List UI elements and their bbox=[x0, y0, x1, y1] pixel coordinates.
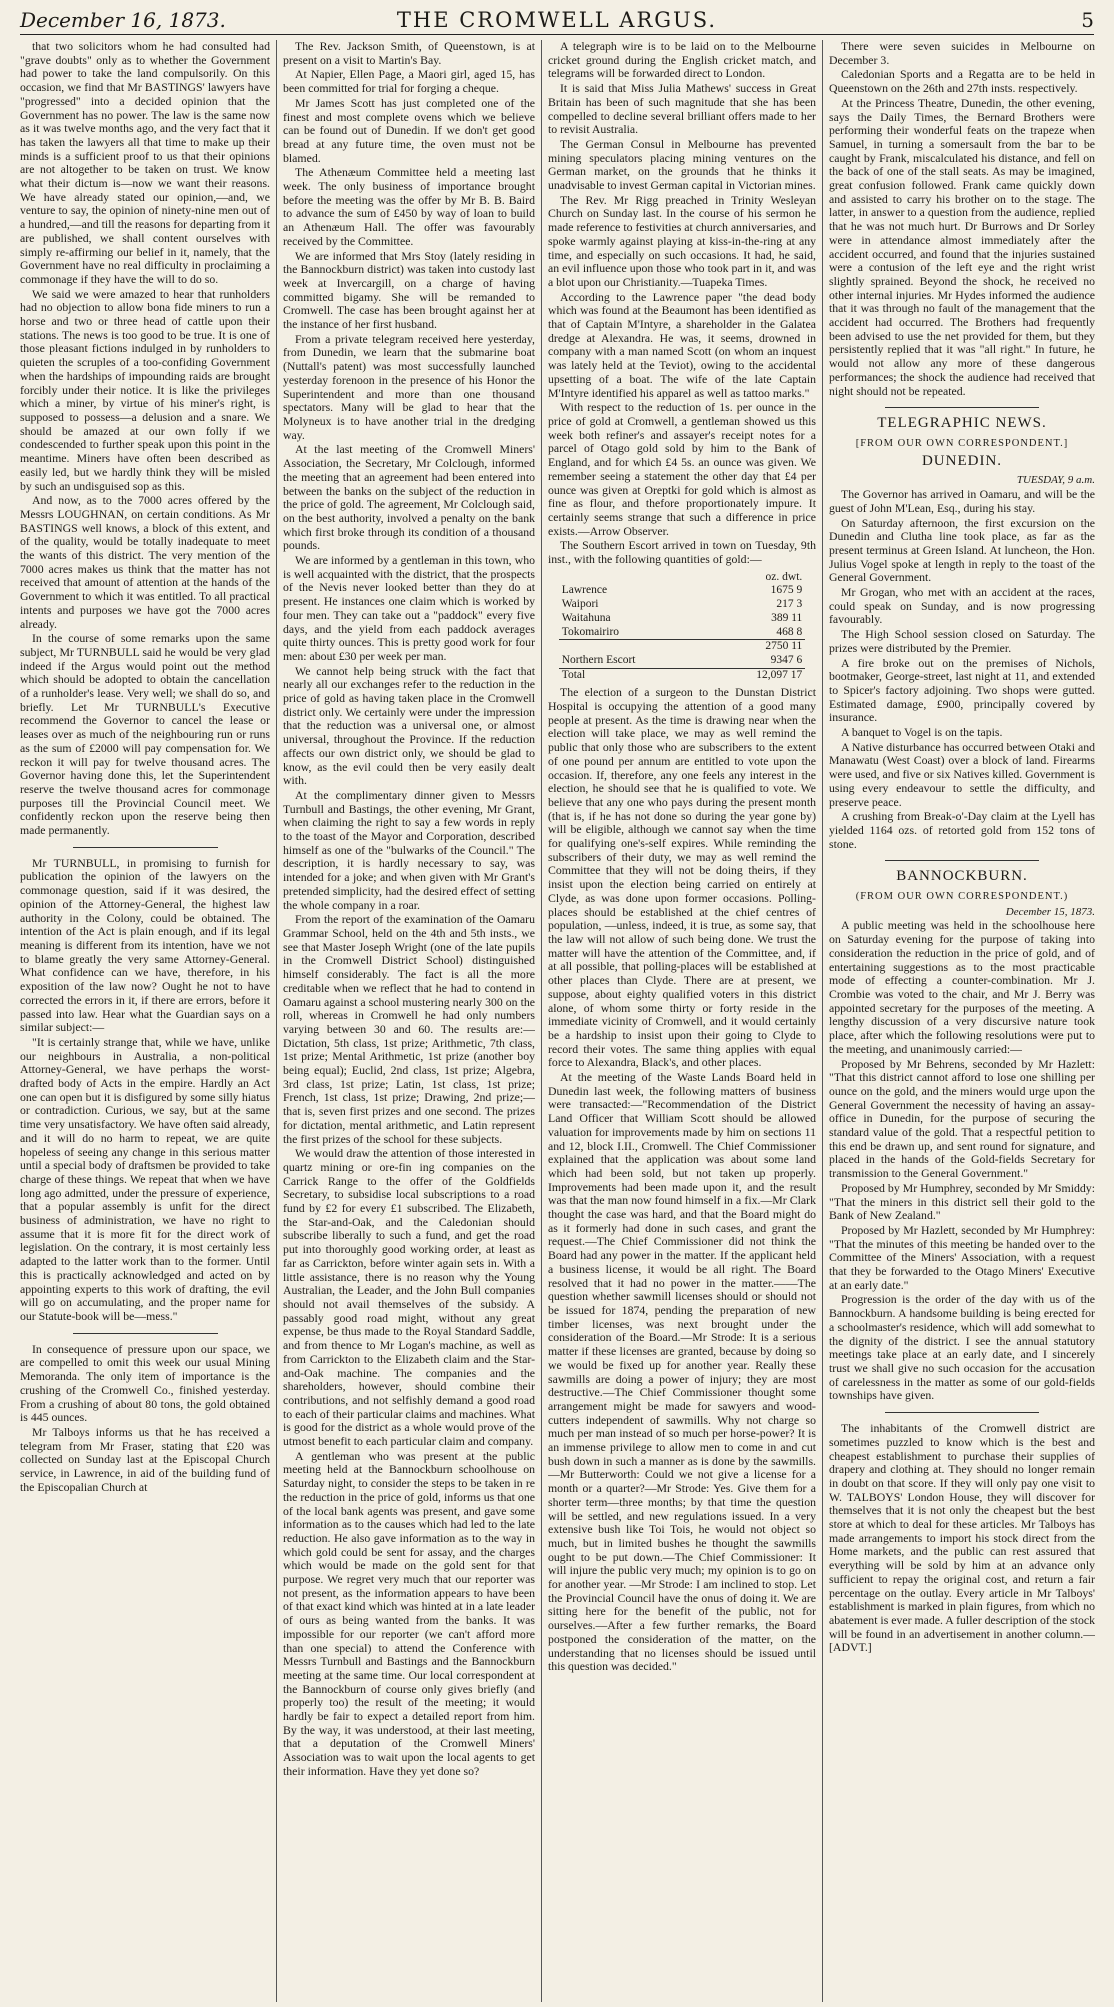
row-label: Waitahuna bbox=[561, 611, 611, 624]
dunedin-heading: DUNEDIN. bbox=[921, 452, 1003, 469]
row-label: Waipori bbox=[561, 598, 599, 611]
article-paragraph: Mr TURNBULL, in promising to furnish for publication the opinion of the lawyers on the commonage question, said if it was desired, the opinion of the Attorney-General, the highest law authority in the Colony, could be obtained. The intention of the Act is plain enough, and if its legal meaning is different from its intention, have we not to blame greatly the very same Attorney-General. What confidence can we have, therefore, in his exposition of the law now? Ought he not to have corrected the errors in it, if there are errors, before it passed into law. Hear what the Guardian says on a similar subject:— bbox=[20, 855, 270, 1035]
report-paragraph: Progression is the order of the day with us of the Bannockburn. A handsome building is being erected for a schoolmaster's residence, which will add somewhat to the dignity of the district. I see the annual statutory meetings take place at an early date, and I sincerely trust we shall give no such occasion for the accusation of carelessness in the matter as some of our gold-fields townships have given. bbox=[829, 1292, 1095, 1403]
article-paragraph: that two solicitors whom he had consulted had "grave doubts" only as to whether the Government had power to take the land compulsorily. On this occasion, we find that Mr BASTINGS' lawyers have "progressed" into a decided opinion that the Government has no power. The law is the same now as it was twelve months ago, and the very fact that it has taken the lawyers all that time to make up their minds is a sufficient proof to us that their opinions are not altogether to be taken on trust. We know what their dictum is—now we want their reasons. We have already stated our opinion,—and, we venture to say, the opinion of ninety-nine men out of a hundred,—and till the reasons for departing from it are published, we shall content ourselves with simply re-affirming our belief in it, namely, that the Government have no real difficulty in proclaiming a commonage if they have the will to do so. bbox=[20, 40, 270, 286]
issue-date: December 16, 1873. bbox=[20, 8, 226, 32]
telegram-item: The High School session closed on Saturday. The prizes were distributed by the Premier. bbox=[829, 627, 1095, 655]
column-rule bbox=[822, 40, 823, 2002]
table-total-row bbox=[559, 668, 806, 682]
telegram-item: A Native disturbance has occurred between Otaki and Manawatu (West Coast) over a block of land. Firearms were used, and five or six Natives killed. Government is using every endeavour to settle the difficulty, and preserve peace. bbox=[829, 739, 1095, 809]
table-row bbox=[559, 612, 806, 626]
news-item: At Napier, Ellen Page, a Maori girl, aged 15, has been committed for trial for forging a cheque. bbox=[283, 67, 535, 96]
report-paragraph: Proposed by Mr Hazlett, seconded by Mr Humphrey: "That the minutes of this meeting be handed over to the Committee of the Miners' Association, with a request that they be forwarded to the Otago Miners' Executive at an early date." bbox=[829, 1222, 1095, 1292]
row-value: 389 11 bbox=[771, 611, 803, 624]
newspaper-title: THE CROMWELL ARGUS. bbox=[396, 8, 718, 32]
article-paragraph: In the course of some remarks upon the same subject, Mr TURNBULL said he would be very glad indeed if the Argus would point out the method which should be adopted to obtain the cancellation of a runholder's lease. Very well; we shall do so, and briefly. Let Mr TURNBULL's Executive recommend the Governor to cancel the lease or leases over as much of the neighbouring run or runs as the sum of £2000 will pay compensation for. We reckon it will pay for twelve thousand acres. The Governor having done this, let the Superintendent reserve the twelve thousand acres for commonage purposes till the Provincial Council meet. We confidently reckon upon the reserve being then made permanently. bbox=[20, 631, 270, 838]
telegraphic-news-heading: TELEGRAPHIC NEWS. bbox=[877, 415, 1047, 432]
column-3 bbox=[548, 40, 816, 2002]
row-value: 468 8 bbox=[776, 625, 803, 638]
row-value: 217 3 bbox=[776, 598, 803, 611]
news-item: The Rev. Mr Rigg preached in Trinity Wesleyan Church on Sunday last. In the course of his sermon he made reference to festivities at church anniversaries, and spoke warmly against playing at kiss-in-the-ring at any time, and especially on such occasions. It had, he said, an evil influence upon those who took part in it, and was a blot upon our Christianity.—Tuapeka Times. bbox=[548, 192, 816, 289]
article-paragraph: Mr Talboys informs us that he has received a telegram from Mr Fraser, stating that £20 was collected on Sunday last at the Episcopal Church service, in Lawrence, in aid of the building fund of the Episcopalian Church at bbox=[20, 1424, 270, 1494]
news-item: The Southern Escort arrived in town on Tuesday, 9th inst., with the following quantities of gold:— bbox=[548, 538, 816, 567]
total-label: Total bbox=[559, 668, 708, 682]
section-divider bbox=[885, 1412, 1039, 1413]
news-item: The Rev. Jackson Smith, of Queenstown, is at present on a visit to Martin's Bay. bbox=[283, 40, 535, 67]
report-paragraph: A public meeting was held in the schoolhouse here on Saturday evening for the purpose of taking into consideration the reduction in the price of gold, and of entertaining suggestions as to the most practicable mode of effecting a counter-combination. Mr J. Crombie was voted to the chair, and Mr J. Berry was appointed secretary for the purposes of the meeting. A lengthy discussion of a very discursive nature took place, after which the following resolutions were put to the meeting, and unanimously carried:— bbox=[829, 918, 1095, 1056]
column-rule bbox=[541, 40, 542, 2002]
telegram-item: On Saturday afternoon, the first excursion on the Dunedin and Clutha line took place, as far as the present terminus at Green Island. At luncheon, the Hon. Julius Vogel spoke at length in reply to the toast of the General Government. bbox=[829, 515, 1095, 585]
news-item: There were seven suicides in Melbourne on December 3. bbox=[829, 40, 1095, 67]
news-item: We are informed by a gentleman in this town, who is well acquainted with the district, that the prospects of the Nevis never looked better than they do at present. He instances one claim which is worked by four men. They can take out a "paddock" every five days, and the yield from each paddock averages quite thirty ounces. This is pretty good work for four men: about £30 per week per man. bbox=[283, 553, 535, 663]
table-subtotal-row bbox=[559, 640, 806, 654]
row-value: 9347 6 bbox=[770, 653, 803, 666]
correspondent-note: (FROM OUR OWN CORRESPONDENT.) bbox=[855, 891, 1069, 903]
article-paragraph: In consequence of pressure upon our space, we are compelled to omit this week our usual Mining Memoranda. The only item of importance is the crushing of the Cromwell Co., finished yesterday. From a crushing of about 80 tons, the gold obtained is 445 ounces. bbox=[20, 1341, 270, 1425]
column-2 bbox=[283, 40, 535, 2002]
news-item: The German Consul in Melbourne has prevented mining speculators placing mining ventures on the German market, on the grounds that he thinks it unadvisable to invest German capital in Victorian mines. bbox=[548, 136, 816, 193]
subtotal-value: 2750 11 bbox=[708, 640, 805, 654]
telegram-item: A crushing from Break-o'-Day claim at the Lyell has yielded 1164 ozs. of retorted gold from 152 tons of stone. bbox=[829, 809, 1095, 851]
news-item: Mr James Scott has just completed one of the finest and most complete ovens which we believe can be found out of Dunedin. If we don't get good bread at any future time, the oven must not be blamed. bbox=[283, 95, 535, 165]
row-value: 1675 9 bbox=[770, 584, 803, 597]
gold-escort-table bbox=[559, 571, 806, 683]
telegram-item: The Governor has arrived in Oamaru, and will be the guest of John M'Lean, Esq., during his stay. bbox=[829, 487, 1095, 515]
advertisement-paragraph: The inhabitants of the Cromwell district are sometimes puzzled to know which is the best and cheapest establishment to purchase their supplies of drapery and clothing at. They should no longer remain in doubt on that score. If they will only pay one visit to W. TALBOYS' London House, they will discover for themselves that it is not only the cheapest but the best store at which to deal for these articles. Mr Talboys has made arrangements to import his stock direct from the Home markets, and the public can rest assured that everything will be sold by him at an advance only sufficient to repay the original cost, and return a fair percentage on the outlay. Every article in Mr Talboys' establishment is marked in plain figures, from which no abatement is ever made. A fuller description of the stock will be found in an advertisement in another column.—[ADVT.] bbox=[829, 1421, 1095, 1655]
news-item: A telegraph wire is to be laid on to the Melbourne cricket ground during the English cricket match, and telegrams will be forwarded direct to London. bbox=[548, 40, 816, 81]
section-divider bbox=[885, 860, 1039, 861]
news-item: At the meeting of the Waste Lands Board held in Dunedin last week, the following matters of business were transacted:—"Recommendation of the District Land Officer that William Scott should be allowed valuation for improvements made by him on sections 11 and 12, block I.II., Cromwell. The Chief Commissioner explained that the application was about some land which had been sold, but not taken up properly. Improvements had been made upon it, and the result was that the man now found himself in a fix.—Mr Clark thought the case was hard, and that the Board might do as it formerly had done in such cases, and grant the request.—The Chief Commissioner did not think the Board had any power in the matter. If the applicant held a business license, it would be all right. The Board resolved that it had no power in the matter.——The question whether sawmill licenses should or should not be issued for 1874, pending the preparation of new timber licenses, was next brought under the consideration of the Board.—Mr Strode: It is a serious matter if these licenses are granted, because by doing so we would be fixed up for another year. Really these sawmills are doing a power of injury; they are most destructive.—The Chief Commissioner thought some arrangement might be made for sawyers and wood-cutters independent of sawmills. Why not charge so much per man instead of so much per horse-power? It is an immense privilege to allow men to come in and cut bush down in such a manner as is done by the sawmills.—Mr Butterworth: Could we not give a license for a month or a quarter?—Mr Strode: Yes. Give them for a shorter term—three months; by that time the question will be settled, and new regulations issued. In a very extensive bush like Toi Tois, he would not object so much, but in limited bushes he thought the sawmills ought to be put down.—The Chief Commissioner: It will injure the public very much; my opinion is to go on for another year. —Mr Strode: I am inclined to stop. Let the Provincial Council have the onus of doing it. We are sitting here for the benefit of the public, not for ourselves.—After a few further remarks, the Board postponed the consideration of the matter, on the understanding that no licenses should be issued until this question was decided." bbox=[548, 1070, 816, 1674]
column-rule bbox=[276, 40, 277, 2002]
news-item: The election of a surgeon to the Dunstan District Hospital is occupying the attention of a good many people at present. As the time is drawing near when the election will take place, we may as well remind the public that only those who are subscribers to the extent of one pound per annum are entitled to vote upon the occasion. If, therefore, any one feels any interest in the election, he should see that he is qualified to vote. We believe that any one who pays during the present month (that is, if he has not done so during the year gone by) will be eligible, although we cannot say when the time for qualifying one's-self expires. While reminding the subscribers of their duty, we may as well remind the Committee that they will not be doing theirs, if they insist upon the election being carried on entirely at Clyde, as was done upon former occasions. Polling-places should be established at the chief centres of population, —unless, indeed, it is true, as some say, that the law will not allow of such being done. We trust the matter will have the attention of the Committee, and, if at all possible, that polling-places will be established at other places than Clyde. There are at present, we suppose, about eighty qualified voters in this district alone, of whom some thirty or forty reside in the immediate vicinity of Cromwell, and it would certainly be a hardship to insist upon their going to Clyde to record their votes. The same thing applies with equal force to Alexandra, Black's, and other places. bbox=[548, 685, 816, 1070]
table-row bbox=[559, 654, 806, 668]
telegram-item: A banquet to Vogel is on the tapis. bbox=[841, 725, 1003, 740]
article-paragraph: We said we were amazed to hear that runholders had no objection to allow bona fide miners to run a horse and two or three head of cattle upon their stations. The news is too good to be true. It is one of those pleasant fictions indulged in by runholders to quieten the scruples of a too-confiding Government when the hardships of impounding raids are brought forcibly under their notice. It is like the privileges which a miner, by virtue of his miner's right, is supposed to possess—a delusion and a snare. We should be amazed at our own folly if we condescended to further speak upon this point in the meantime. Miners have often been described as easily led, but we hardly think they will be misled by such an undisguised sop as this. bbox=[20, 286, 270, 493]
page-number: 5 bbox=[1081, 8, 1094, 32]
table-header: oz. dwt. bbox=[765, 570, 803, 583]
news-item: The Athenæum Committee held a meeting last week. The only business of importance brought before the meeting was the offer by Mr B. B. Baird to advance the sum of £450 by way of loan to build an Athenæum Hall. The offer was favourably received by the Committee. bbox=[283, 165, 535, 248]
article-paragraph: And now, as to the 7000 acres offered by the Messrs LOUGHNAN, on certain conditions. As Mr BASTINGS well knows, a block of this extent, and of the quality, would be totally inadequate to meet the wants of this district. The very mention of the 7000 acres makes us think that the matter has not received that amount of attention at the hands of the Government to which it was entitled. To all practical intents and purposes we have got the 7000 acres already. bbox=[20, 493, 270, 631]
news-item: We would draw the attention of those interested in quartz mining or ore-fin ing companies on the Carrick Range to the offer of the Goldfields Secretary, to subsidise local subscriptions to a road fund by £2 for every £1 subscribed. The Elizabeth, the Star-and-Oak, and the Caledonian should subscribe liberally to such a fund, and get the road put into thoroughly good working order, at least as far as Carrickton, before winter again sets in. With a little assistance, there is no reason why the Young Australian, the Leader, and the John Bull companies should not avail themselves of the subsidy. A passably good road might, without any great expense, be thus made to the Royal Standard Saddle, and from thence to Mr Logan's machine, as well as from Carrickton to the Elizabeth claim and the Star-and-Oak machine. The companies and the shareholders, however, should combine their contributions, and not selfishly demand a good road to each of their particular claims and machines. What is good for the district as a whole would prove of the utmost benefit to each particular claim and company. bbox=[283, 1146, 535, 1449]
row-label: Tokomairiro bbox=[561, 625, 620, 638]
news-item: At the complimentary dinner given to Messrs Turnbull and Bastings, the other evening, Mr Grant, when claiming the right to say a few words in reply to the toast of the Mayor and Corporation, described himself as one of the "bulwarks of the Council." The description, it is hardly necessary to say, was intended for a joke; and when given with Mr Grant's pretended simplicity, had the desired effect of setting the whole company in a roar. bbox=[283, 787, 535, 912]
news-item: At the last meeting of the Cromwell Miners' Association, the Secretary, Mr Colclough, informed the meeting that an agreement had been entered into between the banks on the subject of the reduction in the price of gold. The agreement, Mr Colclough said, on the best authority, involved a penalty on the bank which first broke through its condition of a thousand pounds. bbox=[283, 442, 535, 553]
news-item: With respect to the reduction of 1s. per ounce in the price of gold at Cromwell, a gentleman showed us this week both refiner's and assayer's receipt notes for a parcel of Otago gold sold by him to the Bank of England, and for which £4 5s. an ounce was given. We remember seeing a statement the other day that £4 per ounce was given at Oreptki for gold which is almost as fine as flour, and thefore proportionately impure. It certainly seems strange that such a difference in price exists.—Arrow Observer. bbox=[548, 400, 816, 538]
bannockburn-heading: BANNOCKBURN. bbox=[896, 868, 1028, 885]
masthead bbox=[20, 6, 1094, 35]
news-item: At the Princess Theatre, Dunedin, the other evening, says the Daily Times, the Bernard Brothers were performing their wonderful feats on the trapeze when Samuel, in turning a somersault from the bar to be caught by Frank, miscalculated his distance, and fell on the back of one of the stall seats. As may be imagined, great confusion followed. Frank came quickly down and assisted to carry his brother on to the stage. The latter, in answer to a question from the audience, replied that he was not much hurt. Dr Burrows and Dr Sorley were in attendance almost immediately after the accident occurred, and found that the injuries sustained were a contusion of the left eye and the right wrist slightly sprained. Beyond the shock, he received no other internal injuries. Mr Hydes informed the audience that it was through no fault of the management that the accident had occurred. The Brothers had frequently been advised to use the net provided for them, but they persistently replied that it was "all right." In future, he would not allow any more of these dangerous performances; the shock the audience had received that night should not be repeated. bbox=[829, 95, 1095, 398]
report-paragraph: Proposed by Mr Humphrey, seconded by Mr Smiddy: "That the miners in this district sell their gold to the Bank of New Zealand." bbox=[829, 1180, 1095, 1223]
column-1 bbox=[20, 40, 270, 2002]
section-divider bbox=[885, 407, 1039, 408]
row-label: Northern Escort bbox=[561, 653, 636, 666]
column-4 bbox=[829, 40, 1095, 2002]
total-value: 12,097 17 bbox=[708, 668, 805, 682]
dunedin-dateline: TUESDAY, 9 a.m. bbox=[1016, 474, 1095, 487]
section-divider bbox=[73, 1333, 218, 1334]
news-item: A gentleman who was present at the public meeting held at the Bannockburn schoolhouse on Saturday night, to consider the steps to be taken in re the reduction in the price of gold, informs us that one of the local bank agents was present, and gave some information as to the causes which had led to the late reduction. He also gave information as to the way in which gold could be sent for assay, and the charges which would be made on the gold sent for that purpose. We regret very much that our reporter was not present, as the information appears to have been of that exact kind which was hinted at in a late leader of ours as being wanted from the banks. It was impossible for our reporter (we can't afford more than one special) to attend the Conference with Messrs Turnbull and Bastings and the Bannockburn meeting at the same time. Our local correspondent at the Bannockburn of course only gives briefly (and properly too) the result of the meeting; it would hardly be fair to expect a detailed report from him. By the way, it was understood, at their last meeting, that a deputation of the Cromwell Miners' Association was to wait upon the local agents to get their information. Have they yet done so? bbox=[283, 1448, 535, 1778]
news-item: From the report of the examination of the Oamaru Grammar School, held on the 4th and 5th insts., we see that Master Joseph Wright (one of the late pupils in the Cromwell District School) distinguished himself considerably. The fact is all the more creditable when we reflect that he had to contend in Oamaru against a school mustering nearly 300 on the roll, whereas in Cromwell he had only numbers varying between 30 and 60. The results are:—Dictation, 5th class, 1st prize; Arithmetic, 7th class, 1st prize; Mental Arithmetic, 1st prize (another boy being equal); Euclid, 2nd class, 1st prize; Algebra, 3rd class, 1st prize; Latin, 1st class, 1st prize; French, 1st class, 1st prize; Drawing, 2nd prize;—that is, seven first prizes and one second. The prizes for dictation, mental arithmetic, and Latin represent the first prizes of the school for these subjects. bbox=[283, 912, 535, 1146]
table-row bbox=[559, 598, 806, 612]
news-item: We are informed that Mrs Stoy (lately residing in the Bannockburn district) was taken into custody last week at Invercargill, on a charge of having committed bigamy. She will be remanded to Cromwell. The case has been brought against her at the instance of her first husband. bbox=[283, 248, 535, 332]
table-row bbox=[559, 626, 806, 640]
telegram-item: Mr Grogan, who met with an accident at the races, could speak on Sunday, and is now progressing favourably. bbox=[829, 585, 1095, 627]
section-divider bbox=[73, 847, 218, 848]
table-row bbox=[559, 584, 806, 598]
news-item: We cannot help being struck with the fact that nearly all our exchanges refer to the reduction in the price of gold as having taken place in the Cromwell district only. We certainly were under the impression that the reduction was a universal one, or almost universal, throughout the Province. If the reduction affects our own district only, we should be glad to know, as the evil could then be very easily dealt with. bbox=[283, 663, 535, 788]
news-item: According to the Lawrence paper "the dead body which was found at the Beaumont has been identified as that of Captain M'Intyre, a shareholder in the Galatea dredge at Alexandra. He was, it seems, drowned in company with a man named Scott (on whom an inquest was lately held at the Teviot), owing to the accidental upsetting of a boat. The wife of the late Captain M'Intyre identified his apparel as well as tattoo marks." bbox=[548, 289, 816, 400]
correspondent-note: [FROM OUR OWN CORRESPONDENT.] bbox=[855, 437, 1069, 449]
news-item: Caledonian Sports and a Regatta are to be held in Queenstown on the 26th and 27th insts. respectively. bbox=[829, 67, 1095, 96]
row-label: Lawrence bbox=[561, 584, 608, 597]
telegram-item: A fire broke out on the premises of Nichols, bootmaker, George-street, last night at 11, and extended to Spicer's factory adjoining. Two shops were gutted. Estimated damage, £900, principally covered by insurance. bbox=[829, 655, 1095, 725]
news-item: It is said that Miss Julia Mathews' success in Great Britain has been of such magnitude that she has been compelled to decline several brilliant offers made to her to revisit Australia. bbox=[548, 81, 816, 137]
quoted-paragraph: "It is certainly strange that, while we have, unlike our neighbours in Australia, a non-political Attorney-General, we have perhaps the worst-drafted body of Acts in the empire. Hardly an Act one can open but it is disfigured by some silly hiatus or contradiction. Curious, we say, but at the same time very unsatisfactory. We have often said already, and it will do no harm to repeat, we are quite hopeless of seeing any change in this serious matter until a special body of draftsmen be provided to take charge of these things. We repeat that when we have long ago admitted, under the pressure of experience, that a popular assembly is unfit for the direct business of administration, we have no right to assume that it is more fit for the direct work of legislation. On the contrary, it is most certainly less adapted to the latter work than to the former. Until this is practically acknowledged and acted on by appointing experts to this work of drafting, the evil will go on accumulating, and the proper name for our Statute-book will be—mess." bbox=[20, 1034, 270, 1323]
report-paragraph: Proposed by Mr Behrens, seconded by Mr Hazlett: "That this district cannot afford to lose one shilling per ounce on the gold, and the miners would urge upon the General Government the necessity of having an assay-office in Dunedin, for the purpose of securing the standard value of the gold. That a respectful petition to this end be drawn up, and sent round for signature, and placed in the hands of the Gold-fields Secretary for transmission to the General Government." bbox=[829, 1056, 1095, 1181]
news-item: From a private telegram received here yesterday, from Dunedin, we learn that the submarine boat (Nuttall's patent) was most successfully launched yesterday forenoon in the presence of his Honor the Superintendent and more than one thousand spectators. Many will be glad to hear that the Molyneux is to have another trial in the dredging way. bbox=[283, 331, 535, 442]
bannockburn-dateline: December 15, 1873. bbox=[1005, 905, 1095, 918]
